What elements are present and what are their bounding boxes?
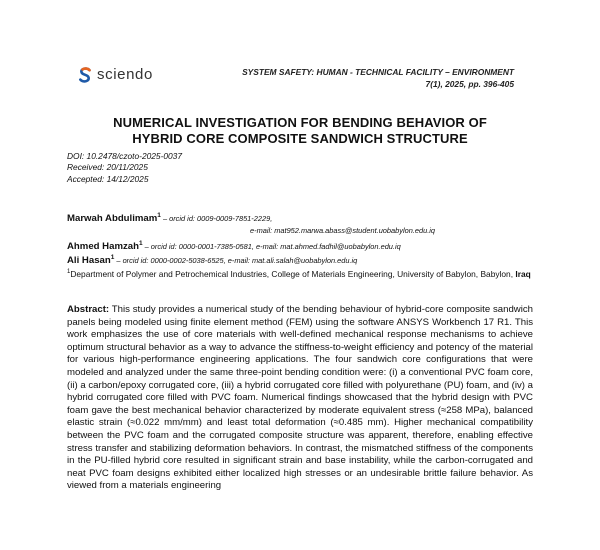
author-affil-mark: 1 <box>138 240 143 247</box>
doi: DOI: 10.2478/czoto-2025-0037 <box>67 151 183 161</box>
affiliation-mark: 1 <box>67 269 71 275</box>
logo-text: sciendo <box>97 66 153 83</box>
author-orcid: – orcid id: 0000-0002-5038-6525, e-mail: mat.ali.salah@uobabylon.edu.iq <box>114 256 358 266</box>
title-line-1: NUMERICAL INVESTIGATION FOR BENDING BEHAVIOR OF <box>113 115 487 130</box>
received-date: Received: 20/11/2025 <box>67 162 148 173</box>
author-orcid: – orcid id: 0000-0001-7385-0581, e-mail: mat.ahmed.fadhil@uobabylon.edu.iq <box>142 242 401 252</box>
author-orcid: – orcid id: 0009-0009-7851-2229, <box>160 214 273 224</box>
author-2 <box>67 240 401 252</box>
author-affil-mark: 1 <box>157 212 161 219</box>
title-line-2: HYBRID CORE COMPOSITE SANDWICH STRUCTURE <box>132 131 468 146</box>
abstract-label: Abstract: <box>67 304 110 315</box>
author-name: Marwah Abdulimam <box>67 213 158 225</box>
sciendo-s-icon <box>78 67 92 83</box>
journal-info <box>242 66 514 90</box>
author-1 <box>67 212 272 224</box>
journal-volume: 7(1), 2025, pp. 396-405 <box>425 79 514 89</box>
publisher-logo <box>78 66 153 83</box>
abstract <box>67 304 533 493</box>
affiliation-country: Iraq <box>515 268 531 279</box>
accepted-date: Accepted: 14/12/2025 <box>67 173 149 184</box>
article-meta <box>67 151 182 185</box>
paper-title <box>60 115 540 147</box>
author-1-email: e-mail: mat952.marwa.abass@student.uobabylon.edu.iq <box>250 226 435 235</box>
journal-name: SYSTEM SAFETY: HUMAN - TECHNICAL FACILITY – ENVIRONMENT <box>242 67 514 77</box>
author-name: Ahmed Hamzah <box>67 241 139 253</box>
affiliation-text: Department of Polymer and Petrochemical Industries, College of Materials Engineering, University of Babylon, Babylon, <box>70 268 516 279</box>
author-name: Ali Hasan <box>67 255 111 267</box>
author-affil-mark: 1 <box>110 254 115 261</box>
author-3 <box>67 254 357 266</box>
affiliation <box>67 266 539 280</box>
abstract-text: This study provides a numerical study of the bending behaviour of hybrid-core composite sandwich panels being modeled using finite element method (FEM) using the software ANSYS Workbench 17 R1. This work emphasizes the use of core materials with well-defined mechanical response mechanisms to achieve optimum structural behavior as a way to advance the stiffness-to-weight efficiency and potency of the material for various high-performance engineering applications. The four sandwich core configurations that were modeled and analyzed under the same three-point bending condition were: (i) a conventional PVC foam core, (ii) a carbon/epoxy corrugated core, (iii) a hybrid corrugated core filled with polyurethane (PU) foam, and (iv) a hybrid corrugated core filled with PVC foam. Numerical findings showcased that the hybrid design with PVC foam gave the best mechanical behavior characterized by moderate equivalent stress (≈258 MPa), balanced elastic strain (≈0.022 mm/mm) and least total deformation (≈0.485 mm). Higher mechanical compatibility between the PVC foam and the corrugated composite structure was apparent, therefore, enabling effective stress transfer and stabilizing deformation behaviors. In contrast, the mismatched stiffness of the components in the PU-filled hybrid core resulted in significant strain and base instability, while the carbon-corrugated and neat PVC foam designs exhibited either localized high stresses or an undesirable brittle failure behavior. As viewed from a materials engineering <box>67 304 533 492</box>
